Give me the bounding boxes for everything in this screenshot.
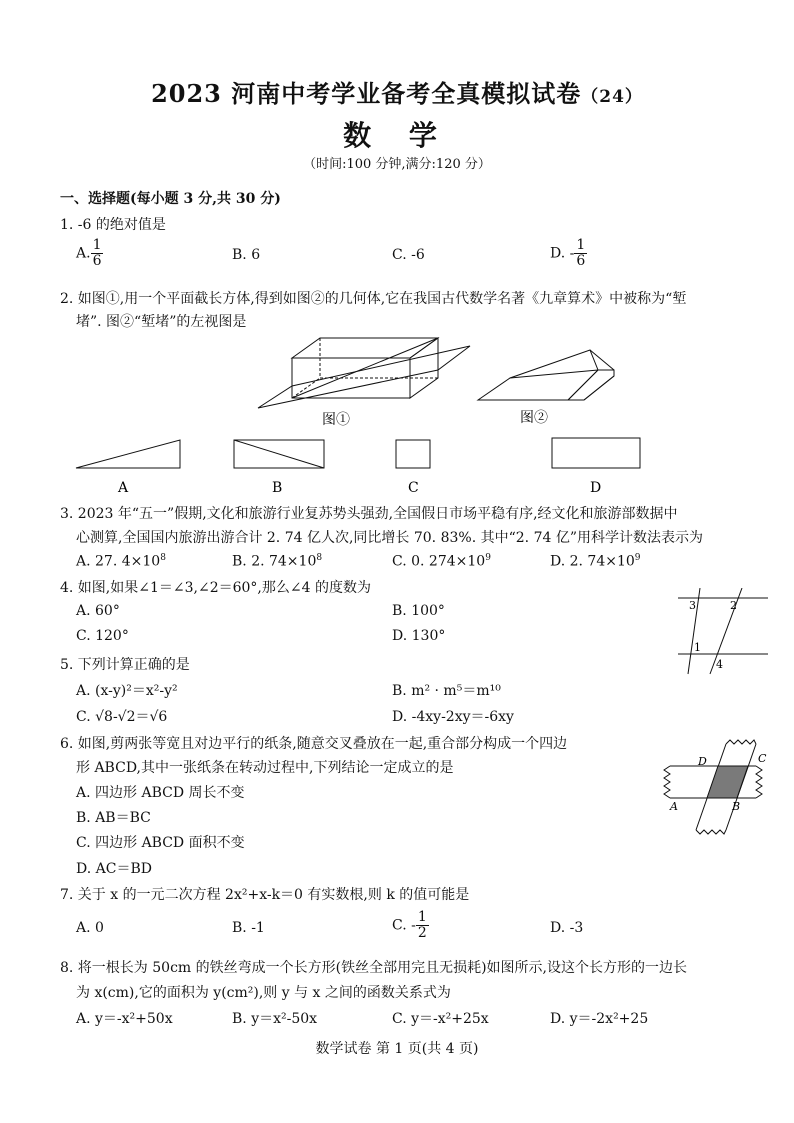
q4-stem: 4. 如图,如果∠1＝∠3,∠2＝60°,那么∠4 的度数为 bbox=[60, 580, 371, 596]
q4-angle-4: 4 bbox=[716, 658, 723, 671]
q2-option-b-label: B bbox=[272, 480, 283, 496]
q4-option-d: D. 130° bbox=[392, 628, 446, 644]
q6-option-c: C. 四边形 ABCD 面积不变 bbox=[76, 835, 245, 851]
exam-title bbox=[0, 74, 794, 109]
q4-angle-3: 3 bbox=[689, 599, 696, 612]
q7-option-b: B. -1 bbox=[232, 920, 265, 936]
q3-line1: 3. 2023 年“五一”假期,文化和旅游行业复苏势头强劲,全国假日市场平稳有序,经文化和旅游部数据中 bbox=[60, 506, 678, 522]
q2-line1: 2. 如图①,用一个平面截长方体,得到如图②的几何体,它在我国古代数学名著《九章算术》中被称为“堑 bbox=[60, 291, 687, 307]
q5-option-a: A. (x-y)²＝x²-y² bbox=[76, 683, 178, 699]
q2-figure-1-label: 图① bbox=[322, 412, 350, 428]
q4-angle-2: 2 bbox=[730, 599, 737, 612]
q5-option-d: D. -4xy-2xy＝-6xy bbox=[392, 709, 514, 725]
q6-option-d: D. AC＝BD bbox=[76, 861, 152, 877]
q6-option-a: A. 四边形 ABCD 周长不变 bbox=[76, 785, 245, 801]
q4-option-a: A. 60° bbox=[76, 603, 120, 619]
q1-option-b: B. 6 bbox=[232, 247, 261, 263]
q1-option-d: D. - $\frac{1}{6}$ bbox=[550, 237, 586, 269]
q2-option-c-shape bbox=[396, 440, 430, 468]
q8-option-b: B. y＝x²-50x bbox=[232, 1011, 318, 1027]
q5-option-c: C. √8-√2＝√6 bbox=[76, 709, 168, 725]
q2-option-c-label: C bbox=[408, 480, 419, 496]
q3-option-d: D. 2. $74\times 10^9$ bbox=[550, 553, 641, 570]
title-suffix: （24） bbox=[581, 87, 643, 107]
q6-vertex-b: B bbox=[732, 800, 741, 813]
q2-option-d-label: D bbox=[590, 480, 602, 496]
q2-option-a-label: A bbox=[118, 480, 129, 496]
q6-figure bbox=[656, 738, 772, 838]
q2-figure-1 bbox=[258, 338, 470, 408]
q2-figures bbox=[0, 330, 794, 500]
q2-figure-2 bbox=[478, 350, 614, 400]
q7-option-d: D. -3 bbox=[550, 920, 584, 936]
exam-meta: （时间:100 分钟,满分:120 分） bbox=[303, 157, 491, 172]
page-footer: 数学试卷 第 1 页(共 4 页) bbox=[315, 1041, 479, 1057]
q3-option-c: C. 0. $274\times 10^9$ bbox=[392, 553, 491, 570]
q6-vertex-c: C bbox=[758, 752, 767, 765]
q6-vertex-a: A bbox=[670, 800, 678, 813]
q4-option-b: B. 100° bbox=[392, 603, 445, 619]
q2-option-a-shape bbox=[76, 440, 180, 468]
q5-stem: 5. 下列计算正确的是 bbox=[60, 657, 190, 673]
q6-line1: 6. 如图,剪两张等宽且对边平行的纸条,随意交叉叠放在一起,重合部分构成一个四边 bbox=[60, 736, 568, 752]
q4-angle-1: 1 bbox=[694, 641, 701, 654]
q3-option-a: A. 27. $4\times 10^8$ bbox=[76, 553, 166, 570]
q4-figure bbox=[672, 588, 772, 678]
q8-option-d: D. y＝-2x²+25 bbox=[550, 1011, 649, 1027]
title-text: 2023 河南中考学业备考全真模拟试卷 bbox=[151, 79, 582, 108]
q4-option-c: C. 120° bbox=[76, 628, 129, 644]
q2-figure-2-label: 图② bbox=[520, 410, 548, 426]
q6-line2: 形 ABCD,其中一张纸条在转动过程中,下列结论一定成立的是 bbox=[76, 760, 454, 776]
q3-line2: 心测算,全国国内旅游出游合计 2. 74 亿人次,同比增长 70. 83%. 其中“2. 74 亿”用科学计数法表示为 bbox=[76, 530, 703, 546]
q6-vertex-d: D bbox=[698, 755, 707, 768]
q6-overlap-region bbox=[707, 766, 748, 798]
q7-option-a: A. 0 bbox=[76, 920, 104, 936]
q1-option-c: C. -6 bbox=[392, 247, 425, 263]
q3-option-b: B. 2. $74\times 10^8$ bbox=[232, 553, 323, 570]
q8-option-a: A. y＝-x²+50x bbox=[76, 1011, 173, 1027]
q8-line2: 为 x(cm),它的面积为 y(cm²),则 y 与 x 之间的函数关系式为 bbox=[76, 985, 451, 1001]
q2-option-d-shape bbox=[552, 438, 640, 468]
q8-line1: 8. 将一根长为 50cm 的铁丝弯成一个长方形(铁丝全部用完且无损耗)如图所示,设这个长方形的一边长 bbox=[60, 960, 688, 976]
q2-option-b-shape bbox=[234, 440, 324, 468]
q6-option-b: B. AB＝BC bbox=[76, 810, 151, 826]
q1-stem: 1. -6 的绝对值是 bbox=[60, 217, 166, 233]
q8-option-c: C. y＝-x²+25x bbox=[392, 1011, 489, 1027]
subject-title: 数 学 bbox=[343, 119, 451, 152]
q1-option-a: A. $\frac{1}{6}$ bbox=[76, 237, 102, 269]
section-heading: 一、选择题(每小题 3 分,共 30 分) bbox=[60, 191, 281, 207]
q7-option-c: C. - $\frac{1}{2}$ bbox=[392, 909, 427, 941]
q7-stem: 7. 关于 x 的一元二次方程 2x²+x-k＝0 有实数根,则 k 的值可能是 bbox=[60, 887, 470, 903]
q2-line2: 堵”. 图②“堑堵”的左视图是 bbox=[76, 314, 247, 330]
q5-option-b: B. m² · m⁵＝m¹⁰ bbox=[392, 683, 501, 699]
